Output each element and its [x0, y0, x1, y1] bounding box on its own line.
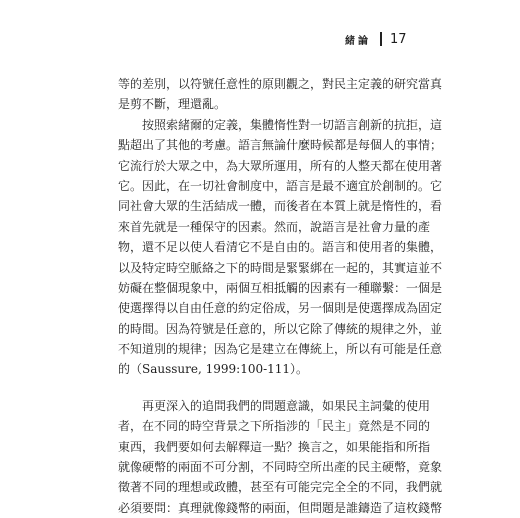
text-line: 的時間。因為符號是任意的，所以它除了傳統的規律之外，並 [118, 321, 443, 336]
text-line: 徵著不同的理想或政體，甚至有可能完完全全的不同，我們就 [118, 480, 443, 495]
text-line: 再更深入的追問我們的問題意識，如果民主詞彙的使用 [142, 398, 431, 413]
running-header [345, 31, 407, 47]
text-line: 它流行於大眾之中，為大眾所運用，所有的人整天都在使用著 [118, 158, 443, 173]
paragraph-spacer [118, 380, 408, 396]
text-line: 妨礙在整個現象中，兩個互相抵觸的因素有一種聯繫：一個是 [118, 280, 443, 295]
text-line: 來首先就是一種保守的因素。然而，說語言是社會力量的產 [118, 219, 431, 234]
body-text [118, 74, 443, 518]
header-divider [380, 32, 382, 46]
text-line: 等的差別，以符號任意性的原則觀之，對民主定義的研究當真 [118, 77, 443, 91]
text-line: 必須要問：真理就像錢幣的兩面，但問題是誰鑄造了這枚錢幣 [118, 500, 443, 515]
text-line: 者，在不同的時空背景之下所指涉的「民主」竟然是不同的 [118, 419, 431, 434]
paragraph [118, 74, 443, 115]
text-line: 按照索緒爾的定義，集體惰性對一切語言創新的抗拒，這 [142, 117, 443, 132]
text-line: 的（Saussure, 1999:100-111）。 [118, 362, 309, 377]
text-line: 不知道別的規律；因為它是建立在傳統上，所以有可能是任意 [118, 342, 443, 357]
text-line: 就像硬幣的兩面不可分割，不同時空所出產的民主硬幣，竟象 [118, 460, 443, 475]
paragraph [118, 115, 443, 380]
section-title: 緒論 [345, 35, 371, 47]
text-line: 以及特定時空脈絡之下的時間是緊緊綁在一起的，其實這並不 [118, 260, 443, 275]
page-number: 17 [390, 31, 407, 47]
paragraph [118, 396, 443, 518]
text-line: 同社會大眾的生活結成一體，而後者在本質上就是惰性的，看 [118, 199, 443, 214]
text-line: 東西，我們要如何去解釋這一點？換言之，如果能指和所指 [118, 439, 431, 454]
text-line: 它。因此，在一切社會制度中，語言是最不適宜於創制的。它 [118, 178, 443, 193]
text-line: 物，還不足以使人看清它不是自由的。語言和使用者的集體， [118, 240, 443, 255]
text-line: 點超出了其他的考慮。語言無論什麼時候都是每個人的事情； [118, 138, 443, 153]
text-line: 使選擇得以自由任意的約定俗成，另一個則是使選擇成為固定 [118, 301, 443, 316]
text-line: 是剪不斷，理還亂。 [118, 97, 227, 112]
